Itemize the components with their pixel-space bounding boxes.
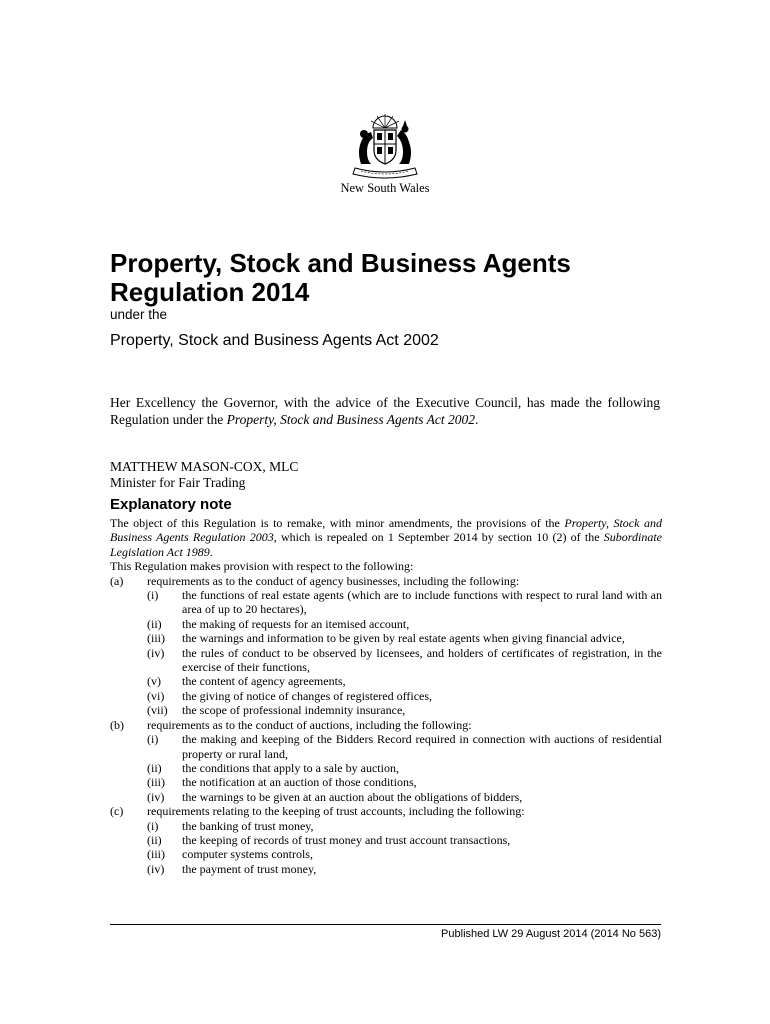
sub-item-label: (v) (147, 674, 161, 689)
sub-item-text: the rules of conduct to be observed by licensees, and holders of certificates of registration, in the exercise of their functions, (182, 645, 662, 675)
sub-list-item (147, 732, 662, 761)
sub-list-item (147, 703, 662, 717)
sub-list-item (147, 689, 662, 703)
sub-item-label: (ii) (147, 616, 162, 631)
sub-list-item (147, 790, 662, 804)
sub-list-item (147, 819, 662, 833)
publication-footer: Published LW 29 August 2014 (2014 No 563) (441, 928, 661, 940)
sub-item-label: (iv) (147, 861, 165, 876)
list-item (110, 718, 662, 732)
explanatory-note-body (110, 516, 662, 876)
sub-item-text: the making of requests for an itemised account, (182, 616, 410, 631)
sub-list-item (147, 847, 662, 861)
sub-list-item (147, 833, 662, 847)
sub-item-label: (vi) (147, 688, 165, 703)
item-label: (a) (110, 573, 124, 588)
minister-name: MATTHEW MASON-COX, MLC (110, 459, 299, 474)
sub-item-text: the payment of trust money, (182, 861, 317, 876)
sub-list-item (147, 646, 662, 675)
sub-item-text: the warnings to be given at an auction about the obligations of bidders, (182, 789, 523, 804)
jurisdiction-name: New South Wales (340, 181, 430, 195)
item-text: requirements as to the conduct of agency businesses, including the following: (147, 573, 520, 588)
footer-rule (110, 924, 661, 925)
sub-item-label: (i) (147, 732, 159, 747)
sub-item-label: (iii) (147, 631, 165, 646)
enactment-text: Her Excellency the Governor, with the advice of the Executive Council, has made the following Regulation under the (110, 395, 660, 427)
sub-item-label: (ii) (147, 760, 162, 775)
parent-act-title: Property, Stock and Business Agents Act 2002 (110, 332, 439, 349)
sub-list-item (147, 631, 662, 645)
sub-item-text: the warnings and information to be given by real estate agents when giving financial advice, (182, 631, 625, 646)
sub-list-item (147, 674, 662, 688)
sub-item-text: the functions of real estate agents (which are to include functions with respect to rural land with an area of up to 20 hectares), (182, 588, 662, 617)
item-text: requirements as to the conduct of auctions, including the following: (147, 717, 472, 732)
nsw-coat-of-arms-icon (347, 112, 423, 180)
sub-list-item (147, 617, 662, 631)
item-label: (c) (110, 804, 124, 819)
list-item (110, 804, 662, 818)
list-item (110, 574, 662, 588)
enactment-statement (110, 394, 660, 428)
minister-block (110, 459, 298, 491)
explanatory-paragraph-provisions: This Regulation makes provision with respect to the following: (110, 559, 414, 574)
under-the-label: under the (110, 307, 168, 322)
sub-item-label: (iii) (147, 847, 165, 862)
sub-list-item (147, 588, 662, 617)
sub-list-item (147, 862, 662, 876)
enactment-act: Property, Stock and Business Agents Act 2002 (226, 412, 475, 427)
sub-item-text: the keeping of records of trust money and trust account transactions, (182, 832, 511, 847)
sub-item-label: (vii) (147, 703, 168, 718)
sub-item-label: (iii) (147, 775, 165, 790)
item-label: (b) (110, 717, 124, 732)
regulation-title: Property, Stock and Business Agents Regulation 2014 (110, 248, 571, 307)
sub-item-text: the banking of trust money, (182, 818, 314, 833)
item-text: requirements relating to the keeping of trust accounts, including the following: (147, 804, 525, 819)
sub-item-label: (iv) (147, 645, 165, 660)
sub-item-label: (iv) (147, 789, 165, 804)
sub-item-text: the conditions that apply to a sale by auction, (182, 760, 399, 775)
p1-subordinate-act: Subordinate Legislation Act 1989 (110, 530, 662, 559)
sub-item-text: the scope of professional indemnity insurance, (182, 703, 406, 718)
enactment-end: . (474, 412, 479, 427)
sub-list-item (147, 761, 662, 775)
p1-repealed-regulation: Property, Stock and Business Agents Regulation 2003 (110, 516, 662, 545)
sub-item-text: the content of agency agreements, (182, 674, 346, 689)
sub-item-text: the notification at an auction of those conditions, (182, 775, 417, 790)
explanatory-note-heading: Explanatory note (110, 496, 232, 513)
sub-list-item (147, 775, 662, 789)
minister-role: Minister for Fair Trading (110, 475, 246, 490)
p1-text-a: The object of this Regulation is to remake, with minor amendments, the provisions of the (110, 516, 565, 530)
sub-item-label: (i) (147, 818, 159, 833)
sub-item-label: (ii) (147, 832, 162, 847)
p1-text-b: , which is repealed on 1 September 2014 by section 10 (2) of the (273, 530, 604, 545)
p1-text-c: . (209, 544, 213, 559)
sub-item-text: the giving of notice of changes of registered offices, (182, 688, 433, 703)
sub-item-text: the making and keeping of the Bidders Record required in connection with auctions of residential property or rural land, (182, 732, 662, 761)
sub-item-label: (i) (147, 588, 159, 603)
sub-item-text: computer systems controls, (182, 847, 313, 862)
explanatory-paragraph-object (110, 516, 662, 559)
